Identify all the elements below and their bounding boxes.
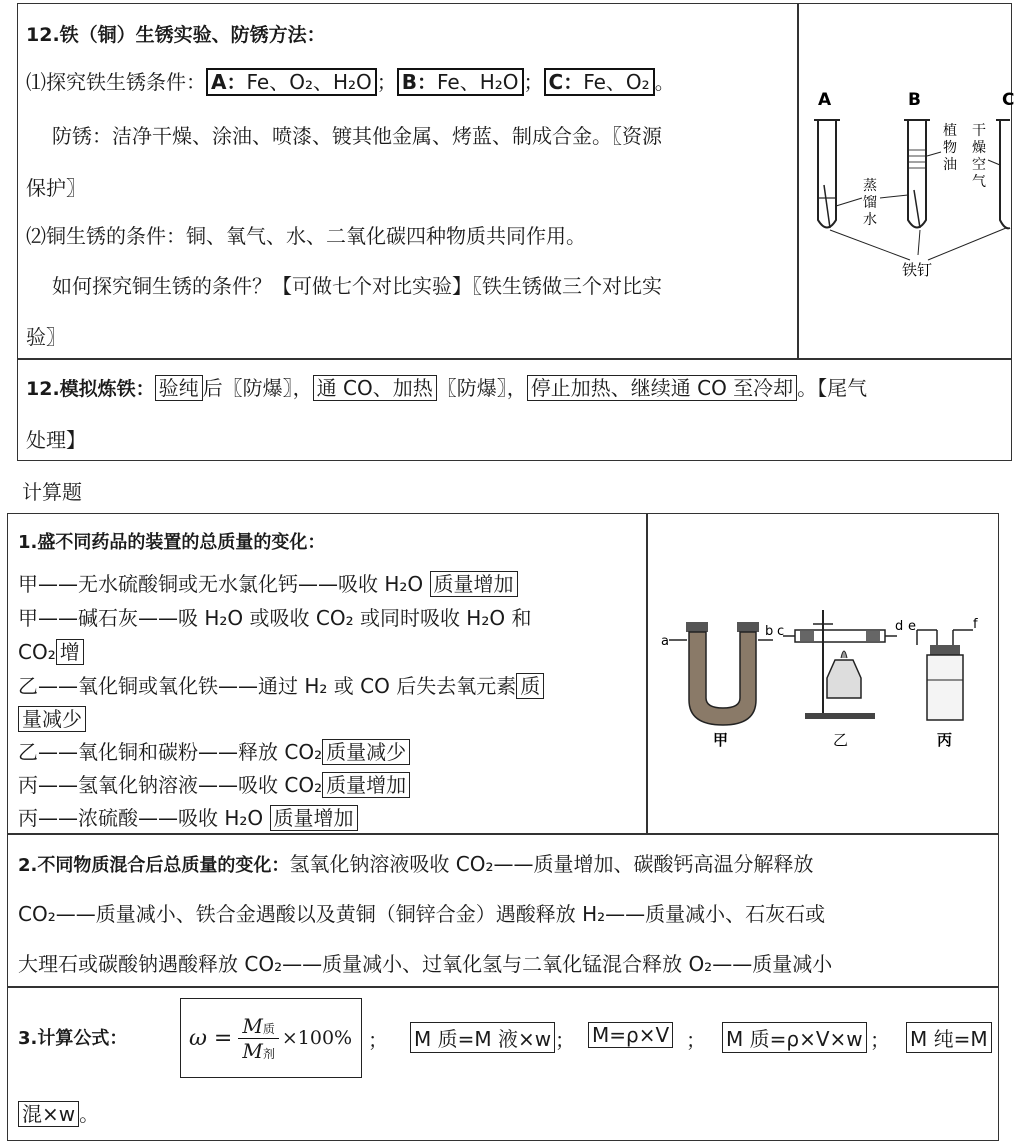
calc3-frame bbox=[7, 986, 999, 1141]
verify-purity-box: 验纯 bbox=[155, 375, 203, 401]
semicolon-3: ； bbox=[686, 1028, 706, 1052]
semicolon-1: ； bbox=[368, 1028, 388, 1052]
semicolon-2: ； bbox=[555, 1028, 575, 1052]
condition-c-box: C：Fe、O₂ bbox=[544, 68, 655, 96]
condition-b-box: B：Fe、H₂O bbox=[397, 68, 524, 96]
calculation-heading: 计算题 bbox=[22, 480, 82, 504]
rust-test-tubes-figure bbox=[800, 80, 1015, 280]
port-f-label: f bbox=[973, 617, 978, 632]
smelting-line2: 处理】 bbox=[26, 428, 86, 452]
jia-label: 甲 bbox=[713, 731, 729, 749]
oil-char-2: 物 bbox=[943, 140, 957, 156]
port-b-label: b bbox=[765, 624, 774, 639]
bing-label: 丙 bbox=[937, 731, 953, 749]
calc1-row6: 丙——浓硫酸——吸收 H₂O 质量增加 bbox=[18, 802, 358, 831]
rust-conditions-line: ⑴探究铁生锈条件： A：Fe、O₂、H₂O ； B：Fe、H₂O ； C：Fe、O₂ 。 bbox=[26, 70, 675, 94]
port-a-label: a bbox=[661, 634, 669, 649]
mass-decrease-box-2: 质量减少 bbox=[322, 739, 410, 765]
calc1-row3: 乙——氧化铜或氧化铁——通过 H₂ 或 CO 后失去氧元素 质 bbox=[18, 670, 544, 699]
increase-box: 增 bbox=[56, 639, 84, 665]
calc1-title: 1.盛不同药品的装置的总质量的变化： bbox=[18, 532, 326, 553]
formula-pure-mass: M 纯=M bbox=[906, 1022, 992, 1053]
mass-fraction-formula: ω = $\frac{\text{M质}}{\text{M剂}}$ ×100% bbox=[180, 998, 362, 1078]
smelting-line1: 12.模拟炼铁： 验纯 后〖防爆〗， 通 CO、加热 〖防爆〗， 停止加热、继续通 CO 至冷却 。【尾气 bbox=[26, 376, 868, 400]
port-d-label: d bbox=[895, 619, 904, 634]
calc1-row3b bbox=[18, 703, 86, 732]
mass-increase-box-1: 质量增加 bbox=[430, 571, 518, 597]
rust-prevention-line2: 保护〗 bbox=[26, 176, 86, 200]
water-char-3: 水 bbox=[863, 212, 877, 228]
mass-decrease-box-a: 质 bbox=[516, 673, 544, 699]
oil-char-3: 油 bbox=[943, 157, 957, 173]
tube-c-label: C bbox=[1002, 90, 1015, 110]
copper-question-line1: 如何探究铜生锈的条件？【可做七个对比实验】〖铁生锈做三个对比实 bbox=[52, 274, 662, 298]
semicolon-4: ； bbox=[870, 1028, 890, 1052]
rust-prevention-line1: 防锈：洁净干燥、涂油、喷漆、镀其他金属、烤蓝、制成合金。〖资源 bbox=[52, 124, 662, 148]
oil-char-1: 植 bbox=[943, 123, 957, 139]
calc1-row5: 丙——氢氧化钠溶液——吸收 CO₂ 质量增加 bbox=[18, 769, 410, 798]
port-e-label: e bbox=[908, 619, 916, 634]
air-char-2: 燥 bbox=[972, 140, 986, 156]
calc1-row2b: CO₂ 增 bbox=[18, 636, 84, 665]
air-char-1: 干 bbox=[972, 123, 986, 139]
air-char-3: 空 bbox=[972, 157, 986, 173]
alcohol-lamp bbox=[827, 660, 861, 698]
calc2-line1: 2.不同物质混合后总质量的变化：氢氧化钠溶液吸收 CO₂——质量增加、碳酸钙高温分解释放 bbox=[18, 852, 814, 876]
section1-title: 12.铁（铜）生锈实验、防锈方法： bbox=[26, 24, 326, 46]
calc3-line2: 混×w 。 bbox=[18, 1098, 99, 1127]
nail-label: 铁钉 bbox=[902, 261, 933, 279]
calc1-row2: 甲——碱石灰——吸 H₂O 或吸收 CO₂ 或同时吸收 H₂O 和 bbox=[18, 606, 532, 630]
calc2-line2: CO₂——质量减小、铁合金遇酸以及黄铜（铜锌合金）遇酸释放 H₂——质量减小、石灰石或 bbox=[18, 902, 826, 926]
port-c-label: c bbox=[777, 624, 785, 639]
pass-co-heat-box: 通 CO、加热 bbox=[313, 375, 437, 401]
calc1-row4: 乙——氧化铜和碳粉——释放 CO₂ 质量减少 bbox=[18, 736, 410, 765]
calc2-line3: 大理石或碳酸钠遇酸释放 CO₂——质量减小、过氧化氢与二氧化锰混合释放 O₂——质量减小 bbox=[18, 952, 833, 976]
mass-increase-box-2: 质量增加 bbox=[322, 772, 410, 798]
wash-bottle bbox=[927, 655, 963, 720]
water-char-1: 蒸 bbox=[863, 178, 877, 194]
stop-heat-box: 停止加热、继续通 CO 至冷却 bbox=[527, 375, 797, 401]
calc3-title: 3.计算公式： bbox=[18, 1028, 128, 1049]
formula-solute-mass: M 质=M 液×w bbox=[410, 1022, 555, 1053]
calc1-row1: 甲——无水硫酸铜或无水氯化钙——吸收 H₂O 质量增加 bbox=[18, 568, 518, 597]
copper-question-line2: 验〗 bbox=[26, 325, 66, 349]
yi-label: 乙 bbox=[833, 731, 849, 749]
copper-rust-conditions: ⑵铜生锈的条件：铜、氧气、水、二氧化碳四种物质共同作用。 bbox=[26, 224, 586, 248]
tube-c bbox=[1000, 120, 1010, 228]
mass-decrease-box-b: 量减少 bbox=[18, 706, 86, 732]
apparatus-figure bbox=[655, 600, 995, 750]
air-char-4: 气 bbox=[972, 174, 986, 190]
tube-a-label: A bbox=[818, 90, 832, 110]
water-char-2: 馏 bbox=[863, 195, 877, 211]
formula-solute-density: M 质=ρ×V×w bbox=[722, 1022, 867, 1053]
mass-increase-box-3: 质量增加 bbox=[270, 805, 358, 831]
calc1-divider bbox=[646, 513, 648, 835]
formula-pure-mass-cont: 混×w bbox=[18, 1101, 79, 1127]
condition-a-box: A：Fe、O₂、H₂O bbox=[206, 68, 377, 96]
section1-divider bbox=[797, 3, 799, 360]
formula-density: M=ρ×V bbox=[588, 1022, 673, 1048]
u-tube bbox=[689, 632, 756, 725]
tube-b-label: B bbox=[908, 90, 921, 110]
